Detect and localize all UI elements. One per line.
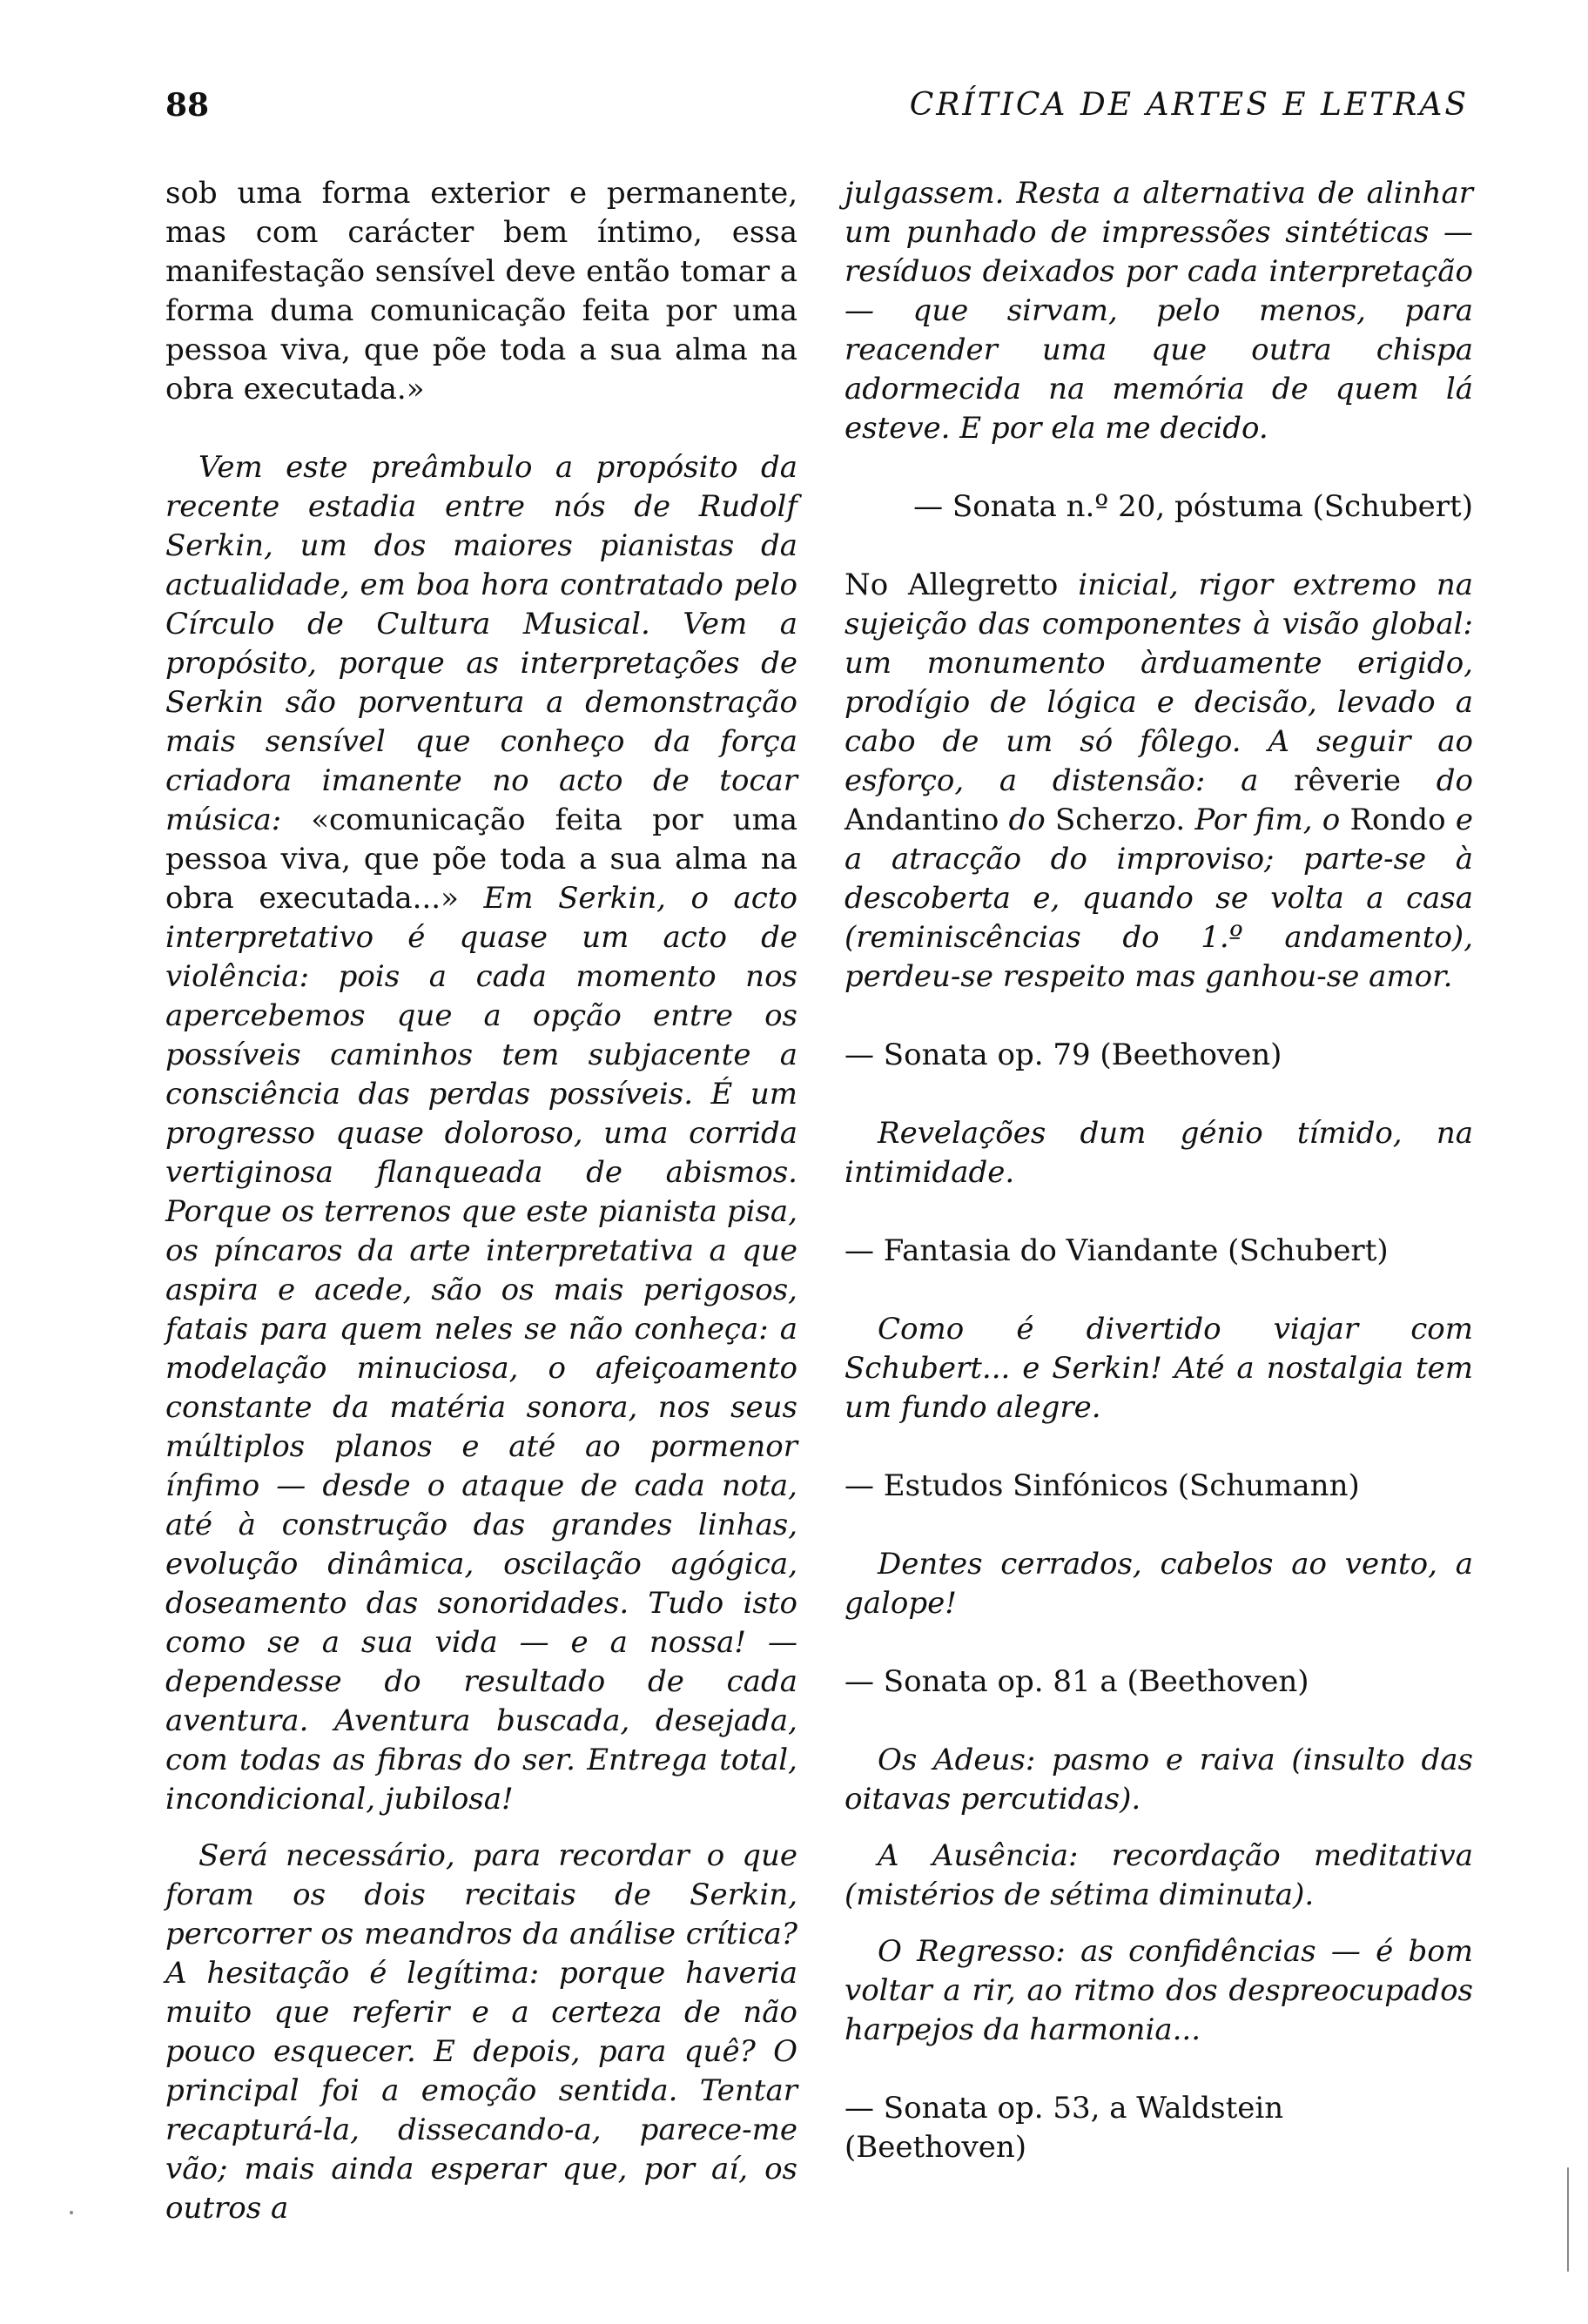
italic-text: e a atracção do improviso; parte-se à descoberta e, quando se volta a casa (reminiscências do 1.º andamento), perdeu-se respeito mas ganhou-se amor. <box>844 803 1473 994</box>
italic-text: Por fim, o <box>1194 803 1350 837</box>
right-column <box>844 174 1473 2167</box>
paragraph: sob uma forma exterior e permanente, mas com carácter bem íntimo, essa manifestação sensível deve então tomar a forma duma comunicação feita por uma pessoa viva, que põe toda a sua alma na obra executada.» <box>165 176 797 406</box>
running-title: CRÍTICA DE ARTES E LETRAS <box>909 87 1469 123</box>
work-heading: — Sonata n.º 20, póstuma (Schubert) <box>913 489 1473 524</box>
paragraph: Será necessário, para recordar o que foram os dois recitais de Serkin, percorrer os meandros da análise crítica? A hesitação é legítima: porque haveria muito que referir e a certeza de não pouco esquecer. E depois, para quê? O principal foi a emoção sentida. Tentar recapturá-la, dissecando-a, parece-me vão; mais ainda esperar que, por aí, os outros a <box>165 1838 797 2226</box>
roman-text: No Allegretto <box>844 568 1079 602</box>
scan-speck <box>70 2211 73 2214</box>
italic-text: Vem este preâmbulo a propósito da recente estadia entre nós de Rudolf Serkin, um dos maiores pianistas da actualidade, em boa hora contratado pelo Círculo de Cultura Musical. Vem a propósito, porque as interpretações de Serkin são porventura a demonstração mais sensível que conheço da força criadora imanente no acto de tocar música: <box>165 450 797 837</box>
scan-edge-mark <box>1567 2167 1569 2272</box>
italic-text: inicial, rigor extremo na sujeição das componentes à visão global: um monumento àrduamente erigido, prodígio de lógica e decisão, levado a cabo de um só fôlego. A seguir ao esforço, a distensão: a <box>844 568 1473 798</box>
roman-text: Rondo <box>1349 803 1456 837</box>
work-heading: — Sonata op. 79 (Beethoven) <box>844 1038 1282 1072</box>
page-number: 88 <box>165 87 210 124</box>
paragraph <box>165 448 797 1819</box>
work-heading: — Fantasia do Viandante (Schubert) <box>844 1233 1389 1268</box>
paragraph <box>844 566 1473 997</box>
quotation: «comunicação feita por uma pessoa viva, que põe toda a sua alma na obra executada...» <box>165 803 797 916</box>
italic-text: Em Serkin, o acto interpretativo é quase um acto de violência: pois a cada momento nos apercebemos que a opção entre os possíveis caminhos tem subjacente a consciência das perdas possíveis. É um progresso quase doloroso, uma corrida vertiginosa flanqueada de abismos. Porque os terrenos que este pianista pisa, os píncaros da arte interpretativa a que aspira e acede, são os mais perigosos, fatais para quem neles se não conheça: a modelação minuciosa, o afeiçoamento constante da matéria sonora, nos seus múltiplos planos e até ao pormenor ínfimo — desde o ataque de cada nota, até à construção das grandes linhas, evolução dinâmica, oscilação agógica, doseamento das sonoridades. Tudo isto como se a sua vida — e a nossa! — dependesse do resultado de cada aventura. Aventura buscada, desejada, com todas as fibras do ser. Entrega total, incondicional, jubilosa! <box>165 881 797 1817</box>
work-heading: — Estudos Sinfónicos (Schumann) <box>844 1468 1360 1503</box>
paragraph: julgassem. Resta a alternativa de alinhar um punhado de impressões sintéticas — resíduos deixados por cada interpretação — que sirvam, pelo menos, para reacender uma que outra chispa adormecida na memória de quem lá esteve. E por ela me decido. <box>844 176 1473 446</box>
left-column <box>165 174 797 2228</box>
roman-text: rêverie <box>1294 763 1437 798</box>
paragraph: Os Adeus: pasmo e raiva (insulto das oitavas percutidas). <box>844 1743 1473 1817</box>
paragraph: Revelações dum génio tímido, na intimidade. <box>844 1116 1473 1190</box>
roman-text: Scherzo. <box>1054 803 1195 837</box>
paragraph: O Regresso: as confidências — é bom voltar a rir, ao ritmo dos despreocupados harpejos da harmonia... <box>844 1934 1473 2047</box>
paragraph: A Ausência: recordação meditativa (mistérios de sétima diminuta). <box>844 1838 1473 1912</box>
italic-text: do <box>1436 763 1473 798</box>
italic-text: do <box>1008 803 1055 837</box>
roman-text: Andantino <box>844 803 1009 837</box>
paragraph: Como é divertido viajar com Schubert... e Serkin! Até a nostalgia tem um fundo alegre. <box>844 1312 1473 1425</box>
paragraph: Dentes cerrados, cabelos ao vento, a galope! <box>844 1547 1473 1621</box>
work-heading: — Sonata op. 53, a Waldstein (Beethoven) <box>844 2091 1284 2165</box>
work-heading: — Sonata op. 81 a (Beethoven) <box>844 1664 1309 1699</box>
